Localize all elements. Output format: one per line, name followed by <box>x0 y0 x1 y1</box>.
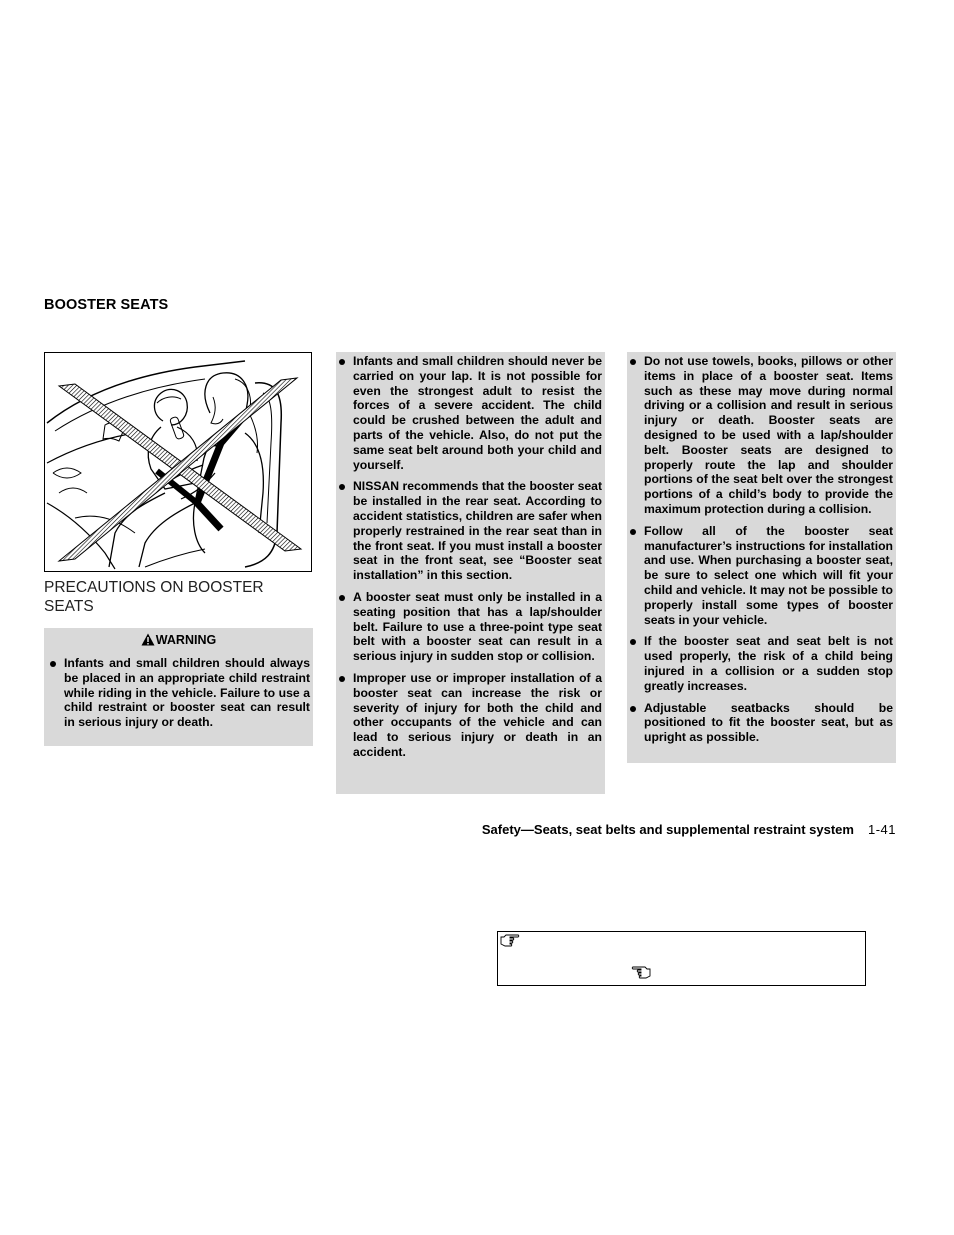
navigation-box <box>497 931 866 986</box>
list-item-text: Follow all of the booster seat manufacturer’s instructions for installation and use. When purchasing a booster seat, be sure to select one which will fit your child and vehicle. It may not be possible to properly install some types of booster seats in your vehicle. <box>644 523 893 627</box>
child-in-lap-prohibited-illustration <box>45 353 311 571</box>
footer-title: Safety—Seats, seat belts and supplemental restraint system <box>481 822 854 837</box>
bullet-icon <box>630 706 636 712</box>
bullet-icon <box>339 359 345 365</box>
bullet-icon <box>630 639 636 645</box>
list-item-text: Infants and small children should always be placed in an appropriate child restraint while riding in the vehicle. Failure to use a child restraint or booster seat can result in serious injury or death. <box>64 656 310 730</box>
section-title: BOOSTER SEATS <box>44 297 169 313</box>
list-item <box>627 524 893 628</box>
precautions-column-3 <box>627 352 896 763</box>
bullet-icon <box>339 595 345 601</box>
booster-seat-figure <box>44 352 312 572</box>
warning-label: WARNING <box>155 633 217 647</box>
page-footer <box>300 822 896 837</box>
list-item-text: NISSAN recommends that the booster seat be installed in the rear seat. According to accident statistics, children are safer when properly restrained in the rear seat than in the front seat. If you must install a booster seat in the front seat, see “Booster seat installation” in this section. <box>353 479 602 583</box>
precautions-list-2 <box>336 354 602 760</box>
precautions-list-3 <box>627 354 893 745</box>
bullet-icon <box>630 359 636 365</box>
list-item <box>336 671 602 760</box>
warning-triangle-icon <box>141 633 155 650</box>
list-item-text: Do not use towels, books, pillows or other items in place of a booster seat. Items such as these may move during normal driving or a collision and result in serious injury or death. Booster seats are designed to be used with a lap/shoulder belt. Booster seats are designed to properly route the lap and shoulder portions of the seat belt over the strongest portions of a child’s body to provide the maximum protection during a collision. <box>644 354 893 516</box>
pointing-hand-left-icon[interactable] <box>631 966 651 984</box>
list-item-text: Adjustable seatbacks should be positioned to fit the booster seat, but as upright as possible. <box>644 700 893 745</box>
list-item-text: If the booster seat and seat belt is not used properly, the risk of a child being injured in a collision or a sudden stop greatly increases. <box>644 634 893 693</box>
warning-box <box>44 628 313 746</box>
list-item <box>336 590 602 664</box>
warning-list <box>47 656 310 730</box>
list-item <box>336 479 602 583</box>
list-item <box>627 634 893 693</box>
list-item-text: A booster seat must only be installed in a seating position that has a lap/shoulder belt. Failure to use a three-point type seat belt with a booster seat can result in a serious injury in sudden stop or collision. <box>353 589 602 664</box>
bullet-icon <box>50 661 56 667</box>
precautions-subheading: PRECAUTIONS ON BOOSTER SEATS <box>44 579 264 615</box>
bullet-icon <box>630 529 636 535</box>
bullet-icon <box>339 484 345 490</box>
list-item <box>627 701 893 745</box>
precautions-column-2 <box>336 352 605 794</box>
list-item-text: Infants and small children should never be carried on your lap. It is not possible for even the strongest adult to resist the forces of a severe accident. The child could be crushed between the adult and parts of the vehicle. Also, do not put the same seat belt around both your child and yourself. <box>353 354 602 472</box>
list-item <box>627 354 893 517</box>
pointing-hand-right-icon[interactable] <box>500 934 520 952</box>
warning-header <box>47 633 310 650</box>
list-item <box>336 354 602 472</box>
page-number: 1-41 <box>867 822 896 837</box>
list-item <box>47 656 310 730</box>
list-item-text: Improper use or improper installation of a booster seat can increase the risk or severity of injury for both the child and other occupants of the vehicle and can lead to serious injury or death in an accident. <box>353 670 602 759</box>
bullet-icon <box>339 676 345 682</box>
